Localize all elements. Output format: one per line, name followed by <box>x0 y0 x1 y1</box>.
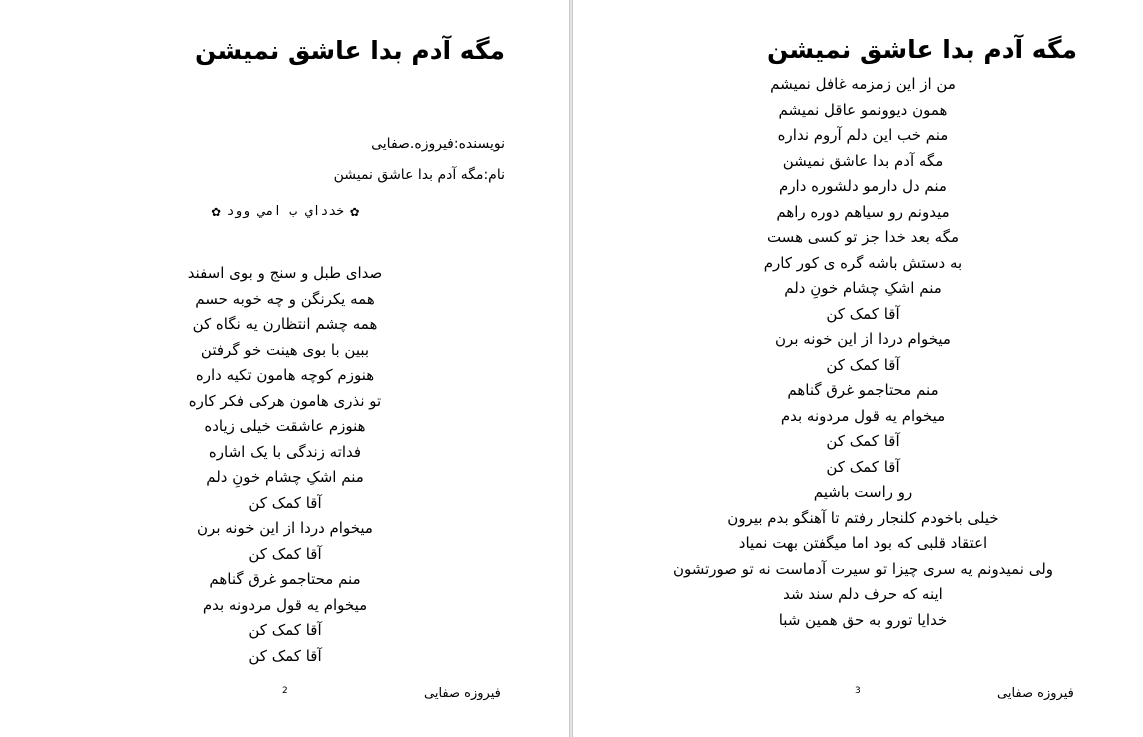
verse-line: منم محتاجمو غرق گناهم <box>209 570 361 588</box>
verse-line: میخوام یه قول مردونه بدم <box>202 595 368 614</box>
verse-line: میخوام یه قول مردونه بدم <box>780 406 946 425</box>
verse-line: تو نذری هامون هرکی فکر کاره <box>188 391 382 410</box>
document-page-3 <box>573 0 1143 737</box>
verse-line: آقا کمک کن <box>826 355 900 374</box>
verse-line: میخوام دردا از این خونه برن <box>197 519 373 537</box>
footer-author: فیروزه صفایی <box>997 686 1074 701</box>
verse-line: منم اشکِ چشام خونِ دلم <box>784 279 942 297</box>
verse-line: ولی نمیدونم یه سری چیزا تو سیرت آدماست نه تو صورتشون <box>672 559 1054 578</box>
dedication-line <box>212 202 359 220</box>
verse-line: ببین با بوی هینت خو گرفتن <box>200 340 370 359</box>
verse-line: من از این زمزمه غافل نمیشم <box>770 75 956 93</box>
verse-line: صدای طبل و سنج و بوی اسفند <box>187 264 383 282</box>
verse-line: هنوزم کوچه هامون تکیه داره <box>195 366 375 384</box>
verse-line: آقا کمک کن <box>248 621 322 639</box>
verse-line: منم اشکِ چشام خونِ دلم <box>206 468 364 486</box>
page-number: 2 <box>282 686 288 696</box>
verse-line: اعتقاد قلبی که بود اما میگفتن بهت نمیاد <box>738 534 988 552</box>
flower-icon: ✿ <box>211 202 221 220</box>
verse-list <box>160 261 410 669</box>
verse-line: آقا کمک کن <box>826 457 900 476</box>
verse-line: میخوام دردا از این خونه برن <box>775 330 951 348</box>
verse-line: هنوزم عاشقت خیلی زیاده <box>204 417 366 435</box>
verse-line: آقا کمک کن <box>826 432 900 450</box>
verse-line: رو راست باشیم <box>813 483 913 501</box>
verse-line: اینه که حرف دلم سند شد <box>783 585 943 603</box>
verse-line: مگه بعد خدا جز تو کسی هست <box>766 228 960 246</box>
document-page-2 <box>0 0 569 737</box>
flower-icon: ✿ <box>349 202 359 220</box>
verse-line: آقا کمک کن <box>248 646 322 665</box>
author-line: نویسنده:فیروزه.صفایی <box>371 136 505 152</box>
dedication-text: خدداي ب امي وود <box>226 203 344 219</box>
verse-line: منم خب این دلم آروم نداره <box>777 126 949 144</box>
page-title: مگه آدم بدا عاشق نمیشن <box>195 36 505 65</box>
verse-line: آقا کمک کن <box>248 493 322 512</box>
verse-line: منم محتاجمو غرق گناهم <box>787 381 939 399</box>
page-title: مگه آدم بدا عاشق نمیشن <box>767 35 1077 64</box>
verse-list <box>623 72 1103 633</box>
verse-line: آقا کمک کن <box>826 304 900 323</box>
verse-line: فداته زندگی با یک اشاره <box>208 442 362 461</box>
verse-line: همه یکرنگن و چه خوبه حسم <box>195 289 375 308</box>
verse-line: میدونم رو سیاهم دوره راهم <box>776 202 950 221</box>
footer-author: فیروزه صفایی <box>424 686 501 701</box>
page-number: 3 <box>855 686 861 696</box>
name-line: نام:مگه آدم بدا عاشق نمیشن <box>333 167 505 183</box>
verse-line: همون دیوونمو عاقل نمیشم <box>778 100 948 119</box>
verse-line: خیلی باخودم کلنجار رفتم تا آهنگو بدم بیرون <box>727 508 999 527</box>
verse-line: به دستش باشه گره ی کور کارم <box>763 253 963 272</box>
verse-line: خدایا تورو به حق همین شبا <box>778 610 948 629</box>
verse-line: همه چشم انتظارن یه نگاه کن <box>192 315 378 333</box>
verse-line: آقا کمک کن <box>248 544 322 563</box>
verse-line: مگه آدم بدا عاشق نمیشن <box>782 151 944 170</box>
verse-line: منم دل دارمو دلشوره دارم <box>779 177 947 195</box>
